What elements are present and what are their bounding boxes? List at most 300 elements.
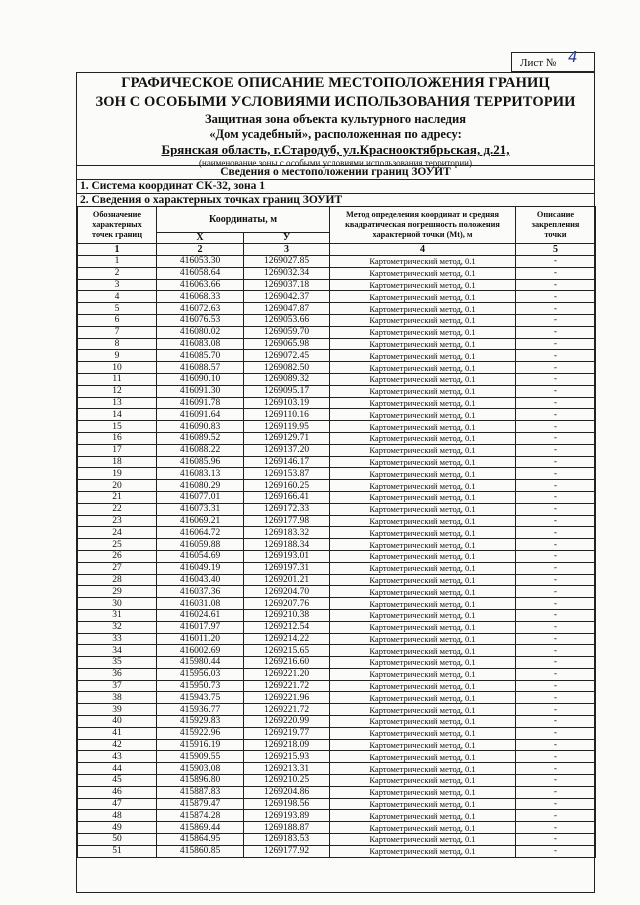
point-number-cell: 21 (78, 491, 157, 503)
y-coordinate-cell: 1269221.20 (244, 668, 330, 680)
point-number-cell: 24 (78, 527, 157, 539)
table-row (78, 609, 596, 621)
method-cell: Картометрический метод, 0.1 (330, 810, 516, 822)
table-row (78, 362, 596, 374)
address-line: Брянская область, г.Стародуб, ул.Краснооктябрьская, д.21, (161, 142, 510, 157)
title-line-1: ГРАФИЧЕСКОЕ ОПИСАНИЕ МЕСТОПОЛОЖЕНИЯ ГРАНИЦ (121, 75, 550, 91)
point-number-cell: 44 (78, 763, 157, 775)
table-row (78, 326, 596, 338)
table-row (78, 739, 596, 751)
description-cell: - (516, 503, 596, 515)
description-cell: - (516, 657, 596, 669)
description-cell: - (516, 763, 596, 775)
point-number-cell: 39 (78, 704, 157, 716)
method-cell: Картометрический метод, 0.1 (330, 350, 516, 362)
description-cell: - (516, 314, 596, 326)
method-cell: Картометрический метод, 0.1 (330, 775, 516, 787)
point-number-cell: 17 (78, 444, 157, 456)
y-coordinate-cell: 1269032.34 (244, 267, 330, 279)
header-coordinates: Координаты, м (157, 207, 330, 233)
y-coordinate-cell: 1269042.37 (244, 291, 330, 303)
description-cell: - (516, 350, 596, 362)
x-coordinate-cell: 416083.08 (157, 338, 244, 350)
description-cell: - (516, 609, 596, 621)
point-number-cell: 18 (78, 456, 157, 468)
x-coordinate-cell: 415943.75 (157, 692, 244, 704)
table-row (78, 491, 596, 503)
x-coordinate-cell: 415896.80 (157, 775, 244, 787)
method-cell: Картометрический метод, 0.1 (330, 586, 516, 598)
description-cell: - (516, 291, 596, 303)
y-coordinate-cell: 1269204.70 (244, 586, 330, 598)
method-cell: Картометрический метод, 0.1 (330, 574, 516, 586)
table-row (78, 680, 596, 692)
x-coordinate-cell: 416037.36 (157, 586, 244, 598)
description-cell: - (516, 373, 596, 385)
x-coordinate-cell: 416085.70 (157, 350, 244, 362)
point-number-cell: 48 (78, 810, 157, 822)
y-coordinate-cell: 1269215.93 (244, 751, 330, 763)
method-cell: Картометрический метод, 0.1 (330, 751, 516, 763)
x-coordinate-cell: 416069.21 (157, 515, 244, 527)
y-coordinate-cell: 1269210.38 (244, 609, 330, 621)
method-cell: Картометрический метод, 0.1 (330, 456, 516, 468)
description-cell: - (516, 621, 596, 633)
y-coordinate-cell: 1269037.18 (244, 279, 330, 291)
description-cell: - (516, 515, 596, 527)
description-cell: - (516, 527, 596, 539)
section-title: Сведения о местоположении границ ЗОУИТ (77, 165, 594, 179)
method-cell: Картометрический метод, 0.1 (330, 444, 516, 456)
y-coordinate-cell: 1269213.31 (244, 763, 330, 775)
table-row (78, 432, 596, 444)
point-number-cell: 41 (78, 727, 157, 739)
method-cell: Картометрический метод, 0.1 (330, 385, 516, 397)
method-cell: Картометрический метод, 0.1 (330, 503, 516, 515)
x-coordinate-cell: 416073.31 (157, 503, 244, 515)
description-cell: - (516, 716, 596, 728)
point-number-cell: 31 (78, 609, 157, 621)
method-cell: Картометрический метод, 0.1 (330, 845, 516, 857)
point-number-cell: 10 (78, 362, 157, 374)
table-row (78, 751, 596, 763)
table-row (78, 409, 596, 421)
description-cell: - (516, 550, 596, 562)
method-cell: Картометрический метод, 0.1 (330, 680, 516, 692)
x-coordinate-cell: 416085.96 (157, 456, 244, 468)
method-cell: Картометрический метод, 0.1 (330, 562, 516, 574)
method-cell: Картометрический метод, 0.1 (330, 692, 516, 704)
column-number: 5 (516, 244, 596, 256)
method-cell: Картометрический метод, 0.1 (330, 362, 516, 374)
table-row (78, 291, 596, 303)
point-number-cell: 34 (78, 645, 157, 657)
y-coordinate-cell: 1269082.50 (244, 362, 330, 374)
header-description: Описание закрепления точки (516, 207, 596, 244)
y-coordinate-cell: 1269095.17 (244, 385, 330, 397)
point-number-cell: 5 (78, 303, 157, 315)
method-cell: Картометрический метод, 0.1 (330, 256, 516, 268)
y-coordinate-cell: 1269188.87 (244, 822, 330, 834)
table-row (78, 421, 596, 433)
x-coordinate-cell: 416076.53 (157, 314, 244, 326)
y-coordinate-cell: 1269172.33 (244, 503, 330, 515)
y-coordinate-cell: 1269219.77 (244, 727, 330, 739)
x-coordinate-cell: 416091.78 (157, 397, 244, 409)
description-cell: - (516, 421, 596, 433)
method-cell: Картометрический метод, 0.1 (330, 645, 516, 657)
table-row (78, 798, 596, 810)
point-number-cell: 19 (78, 468, 157, 480)
description-cell: - (516, 586, 596, 598)
table-row (78, 527, 596, 539)
x-coordinate-cell: 416053.30 (157, 256, 244, 268)
x-coordinate-cell: 415903.08 (157, 763, 244, 775)
x-coordinate-cell: 415956.03 (157, 668, 244, 680)
table-row (78, 385, 596, 397)
description-cell: - (516, 574, 596, 586)
method-cell: Картометрический метод, 0.1 (330, 303, 516, 315)
method-cell: Картометрический метод, 0.1 (330, 291, 516, 303)
x-coordinate-cell: 416002.69 (157, 645, 244, 657)
x-coordinate-cell: 416090.83 (157, 421, 244, 433)
method-cell: Картометрический метод, 0.1 (330, 598, 516, 610)
x-coordinate-cell: 416049.19 (157, 562, 244, 574)
y-coordinate-cell: 1269204.86 (244, 786, 330, 798)
table-row (78, 314, 596, 326)
table-row (78, 256, 596, 268)
table-row (78, 834, 596, 846)
method-cell: Картометрический метод, 0.1 (330, 668, 516, 680)
description-cell: - (516, 680, 596, 692)
column-number: 4 (330, 244, 516, 256)
y-coordinate-cell: 1269198.56 (244, 798, 330, 810)
y-coordinate-cell: 1269146.17 (244, 456, 330, 468)
table-row (78, 692, 596, 704)
table-row (78, 468, 596, 480)
description-cell: - (516, 598, 596, 610)
point-number-cell: 13 (78, 397, 157, 409)
description-cell: - (516, 692, 596, 704)
point-number-cell: 43 (78, 751, 157, 763)
description-cell: - (516, 279, 596, 291)
description-cell: - (516, 739, 596, 751)
sheet-label: Лист № (520, 57, 557, 69)
y-coordinate-cell: 1269103.19 (244, 397, 330, 409)
document-header (77, 73, 594, 169)
table-row (78, 397, 596, 409)
x-coordinate-cell: 416089.52 (157, 432, 244, 444)
method-cell: Картометрический метод, 0.1 (330, 539, 516, 551)
point-number-cell: 26 (78, 550, 157, 562)
x-coordinate-cell: 416058.64 (157, 267, 244, 279)
zone-name-note: (наименование зоны с особыми условиями использования территории) (199, 158, 472, 168)
column-number-row (78, 244, 596, 256)
y-coordinate-cell: 1269166.41 (244, 491, 330, 503)
table-row (78, 645, 596, 657)
y-coordinate-cell: 1269201.21 (244, 574, 330, 586)
method-cell: Картометрический метод, 0.1 (330, 491, 516, 503)
table-row (78, 550, 596, 562)
method-cell: Картометрический метод, 0.1 (330, 279, 516, 291)
description-cell: - (516, 834, 596, 846)
method-cell: Картометрический метод, 0.1 (330, 822, 516, 834)
point-number-cell: 49 (78, 822, 157, 834)
description-cell: - (516, 468, 596, 480)
point-number-cell: 45 (78, 775, 157, 787)
x-coordinate-cell: 415950.73 (157, 680, 244, 692)
method-cell: Картометрический метод, 0.1 (330, 550, 516, 562)
table-row (78, 444, 596, 456)
method-cell: Картометрический метод, 0.1 (330, 786, 516, 798)
table-row (78, 810, 596, 822)
y-coordinate-cell: 1269177.92 (244, 845, 330, 857)
points-table (77, 206, 596, 858)
x-coordinate-cell: 416080.29 (157, 480, 244, 492)
description-cell: - (516, 727, 596, 739)
x-coordinate-cell: 415864.95 (157, 834, 244, 846)
table-row (78, 775, 596, 787)
table-row (78, 657, 596, 669)
description-cell: - (516, 432, 596, 444)
sheet-number: 4 (568, 48, 578, 66)
x-coordinate-cell: 416011.20 (157, 633, 244, 645)
method-cell: Картометрический метод, 0.1 (330, 798, 516, 810)
y-coordinate-cell: 1269177.98 (244, 515, 330, 527)
method-cell: Картометрический метод, 0.1 (330, 373, 516, 385)
y-coordinate-cell: 1269212.54 (244, 621, 330, 633)
x-coordinate-cell: 415869.44 (157, 822, 244, 834)
method-cell: Картометрический метод, 0.1 (330, 421, 516, 433)
point-number-cell: 8 (78, 338, 157, 350)
method-cell: Картометрический метод, 0.1 (330, 397, 516, 409)
point-number-cell: 4 (78, 291, 157, 303)
x-coordinate-cell: 415929.83 (157, 716, 244, 728)
table-row (78, 562, 596, 574)
x-coordinate-cell: 415922.96 (157, 727, 244, 739)
method-cell: Картометрический метод, 0.1 (330, 527, 516, 539)
description-cell: - (516, 385, 596, 397)
point-number-cell: 14 (78, 409, 157, 421)
method-cell: Картометрический метод, 0.1 (330, 763, 516, 775)
method-cell: Картометрический метод, 0.1 (330, 515, 516, 527)
x-coordinate-cell: 416091.30 (157, 385, 244, 397)
point-number-cell: 28 (78, 574, 157, 586)
x-coordinate-cell: 415887.83 (157, 786, 244, 798)
description-cell: - (516, 480, 596, 492)
header-method: Метод определения координат и средняя квадратическая погрешность положения характерной точки (Mt), м (330, 207, 516, 244)
description-cell: - (516, 539, 596, 551)
point-number-cell: 1 (78, 256, 157, 268)
table-row (78, 716, 596, 728)
document-frame (76, 72, 595, 893)
table-row (78, 822, 596, 834)
column-number: 2 (157, 244, 244, 256)
y-coordinate-cell: 1269065.98 (244, 338, 330, 350)
y-coordinate-cell: 1269193.01 (244, 550, 330, 562)
table-row (78, 338, 596, 350)
description-cell: - (516, 397, 596, 409)
description-cell: - (516, 845, 596, 857)
point-number-cell: 6 (78, 314, 157, 326)
x-coordinate-cell: 416083.13 (157, 468, 244, 480)
table-row (78, 503, 596, 515)
y-coordinate-cell: 1269137.20 (244, 444, 330, 456)
point-number-cell: 37 (78, 680, 157, 692)
y-coordinate-cell: 1269188.34 (244, 539, 330, 551)
x-coordinate-cell: 416031.08 (157, 598, 244, 610)
point-number-cell: 42 (78, 739, 157, 751)
y-coordinate-cell: 1269153.87 (244, 468, 330, 480)
x-coordinate-cell: 416090.10 (157, 373, 244, 385)
title-line-4: «Дом усадебный», расположенная по адресу: (209, 127, 462, 141)
x-coordinate-cell: 415874.28 (157, 810, 244, 822)
description-cell: - (516, 822, 596, 834)
x-coordinate-cell: 416088.57 (157, 362, 244, 374)
method-cell: Картометрический метод, 0.1 (330, 409, 516, 421)
x-coordinate-cell: 416017.97 (157, 621, 244, 633)
point-number-cell: 38 (78, 692, 157, 704)
description-cell: - (516, 786, 596, 798)
point-number-cell: 11 (78, 373, 157, 385)
x-coordinate-cell: 415916.19 (157, 739, 244, 751)
x-coordinate-cell: 416068.33 (157, 291, 244, 303)
x-coordinate-cell: 416043.40 (157, 574, 244, 586)
y-coordinate-cell: 1269197.31 (244, 562, 330, 574)
x-coordinate-cell: 415879.47 (157, 798, 244, 810)
points-table-body (78, 256, 596, 858)
description-cell: - (516, 562, 596, 574)
x-coordinate-cell: 416072.63 (157, 303, 244, 315)
column-number: 1 (78, 244, 157, 256)
y-coordinate-cell: 1269027.85 (244, 256, 330, 268)
point-number-cell: 9 (78, 350, 157, 362)
table-row (78, 267, 596, 279)
x-coordinate-cell: 416064.72 (157, 527, 244, 539)
y-coordinate-cell: 1269220.99 (244, 716, 330, 728)
y-coordinate-cell: 1269183.32 (244, 527, 330, 539)
y-coordinate-cell: 1269193.89 (244, 810, 330, 822)
x-coordinate-cell: 416091.64 (157, 409, 244, 421)
point-number-cell: 12 (78, 385, 157, 397)
y-coordinate-cell: 1269059.70 (244, 326, 330, 338)
point-number-cell: 7 (78, 326, 157, 338)
point-number-cell: 20 (78, 480, 157, 492)
method-cell: Картометрический метод, 0.1 (330, 432, 516, 444)
table-row (78, 350, 596, 362)
method-cell: Картометрический метод, 0.1 (330, 739, 516, 751)
x-coordinate-cell: 416024.61 (157, 609, 244, 621)
table-row (78, 621, 596, 633)
y-coordinate-cell: 1269210.25 (244, 775, 330, 787)
method-cell: Картометрический метод, 0.1 (330, 727, 516, 739)
point-number-cell: 51 (78, 845, 157, 857)
column-number: 3 (244, 244, 330, 256)
method-cell: Картометрический метод, 0.1 (330, 633, 516, 645)
header-point-designation: Обозначение характерных точек границ (78, 207, 157, 244)
y-coordinate-cell: 1269221.96 (244, 692, 330, 704)
table-row (78, 633, 596, 645)
description-cell: - (516, 775, 596, 787)
description-cell: - (516, 491, 596, 503)
y-coordinate-cell: 1269216.60 (244, 657, 330, 669)
table-row (78, 786, 596, 798)
method-cell: Картометрический метод, 0.1 (330, 834, 516, 846)
point-number-cell: 47 (78, 798, 157, 810)
point-number-cell: 32 (78, 621, 157, 633)
table-row (78, 515, 596, 527)
point-number-cell: 2 (78, 267, 157, 279)
y-coordinate-cell: 1269221.72 (244, 704, 330, 716)
table-row (78, 539, 596, 551)
y-coordinate-cell: 1269160.25 (244, 480, 330, 492)
method-cell: Картометрический метод, 0.1 (330, 267, 516, 279)
table-row (78, 845, 596, 857)
x-coordinate-cell: 416059.88 (157, 539, 244, 551)
y-coordinate-cell: 1269110.16 (244, 409, 330, 421)
description-cell: - (516, 798, 596, 810)
table-row (78, 456, 596, 468)
description-cell: - (516, 409, 596, 421)
description-cell: - (516, 645, 596, 657)
table-row (78, 480, 596, 492)
y-coordinate-cell: 1269119.95 (244, 421, 330, 433)
description-cell: - (516, 267, 596, 279)
y-coordinate-cell: 1269072.45 (244, 350, 330, 362)
x-coordinate-cell: 416054.69 (157, 550, 244, 562)
description-cell: - (516, 704, 596, 716)
table-row (78, 727, 596, 739)
sheet-number-box (511, 48, 595, 72)
point-number-cell: 29 (78, 586, 157, 598)
header-y: У (244, 233, 330, 244)
method-cell: Картометрический метод, 0.1 (330, 480, 516, 492)
x-coordinate-cell: 415860.85 (157, 845, 244, 857)
point-number-cell: 15 (78, 421, 157, 433)
x-coordinate-cell: 415909.55 (157, 751, 244, 763)
description-cell: - (516, 256, 596, 268)
table-row (78, 373, 596, 385)
x-coordinate-cell: 415936.77 (157, 704, 244, 716)
point-number-cell: 40 (78, 716, 157, 728)
table-row (78, 598, 596, 610)
point-number-cell: 16 (78, 432, 157, 444)
description-cell: - (516, 444, 596, 456)
title-line-3: Защитная зона объекта культурного наследия (205, 112, 466, 126)
method-cell: Картометрический метод, 0.1 (330, 657, 516, 669)
description-cell: - (516, 326, 596, 338)
point-number-cell: 30 (78, 598, 157, 610)
description-cell: - (516, 338, 596, 350)
y-coordinate-cell: 1269089.32 (244, 373, 330, 385)
x-coordinate-cell: 415980.44 (157, 657, 244, 669)
point-number-cell: 23 (78, 515, 157, 527)
method-cell: Картометрический метод, 0.1 (330, 704, 516, 716)
point-number-cell: 50 (78, 834, 157, 846)
point-number-cell: 25 (78, 539, 157, 551)
title-line-2: ЗОН С ОСОБЫМИ УСЛОВИЯМИ ИСПОЛЬЗОВАНИЯ ТЕРРИТОРИИ (95, 94, 576, 110)
y-coordinate-cell: 1269218.09 (244, 739, 330, 751)
y-coordinate-cell: 1269207.76 (244, 598, 330, 610)
header-x: X (157, 233, 244, 244)
table-row (78, 574, 596, 586)
point-number-cell: 3 (78, 279, 157, 291)
x-coordinate-cell: 416088.22 (157, 444, 244, 456)
method-cell: Картометрический метод, 0.1 (330, 338, 516, 350)
point-number-cell: 46 (78, 786, 157, 798)
y-coordinate-cell: 1269221.72 (244, 680, 330, 692)
y-coordinate-cell: 1269053.66 (244, 314, 330, 326)
